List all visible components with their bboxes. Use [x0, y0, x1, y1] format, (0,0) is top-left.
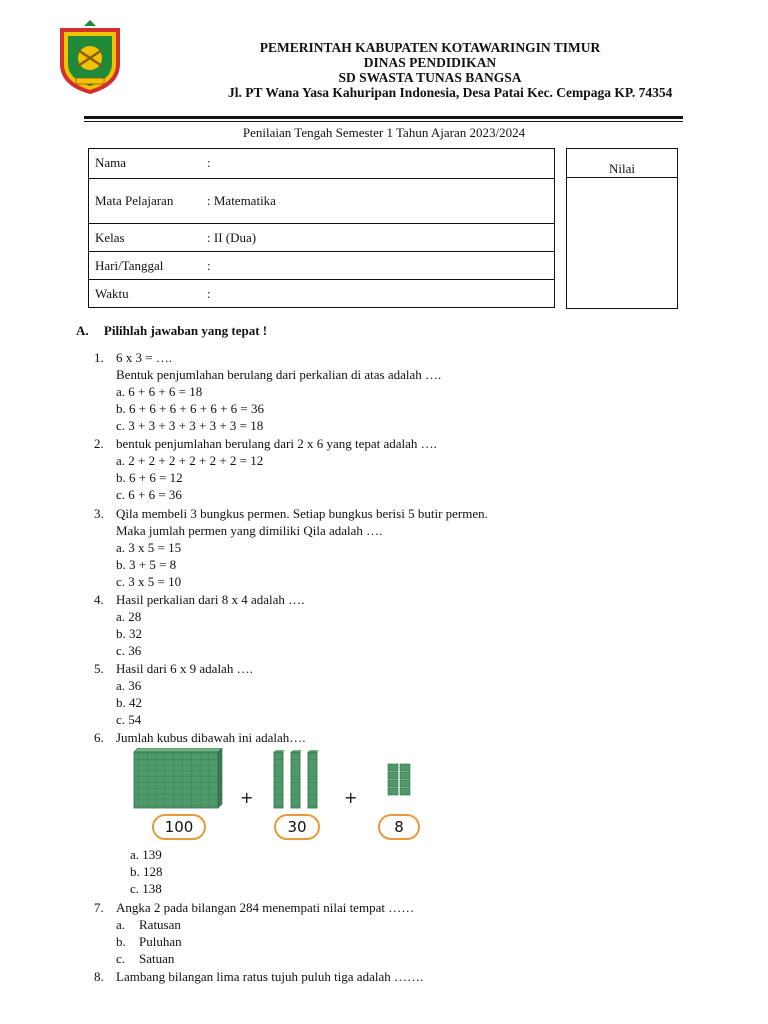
letterhead-line-school: SD SWASTA TUNAS BANGSA — [338, 70, 522, 85]
score-box — [566, 148, 678, 309]
option-b[interactable]: Puluhan — [139, 934, 182, 949]
question-number: 2. — [94, 436, 104, 451]
option-c[interactable]: c. 54 — [116, 712, 142, 727]
letterhead — [160, 40, 700, 100]
kelas-value: : II (Dua) — [201, 224, 555, 252]
option-b[interactable]: b. 42 — [116, 695, 142, 710]
question-number: 7. — [94, 900, 104, 915]
student-info-table — [88, 148, 555, 308]
mapel-value: : Matematika — [201, 179, 555, 224]
section-a-title: Pilihlah jawaban yang tepat ! — [103, 323, 268, 338]
plus-sign-2: + — [344, 788, 358, 807]
question-text: Qila membeli 3 bungkus permen. Setiap bungkus berisi 5 butir permen. — [116, 506, 488, 521]
option-c[interactable]: Satuan — [139, 951, 175, 966]
question-number: 5. — [94, 661, 104, 676]
waktu-field[interactable]: : — [201, 280, 555, 308]
district-emblem-logo — [54, 20, 126, 94]
option-b[interactable]: b. 128 — [130, 864, 163, 879]
letterhead-rule-thick — [84, 116, 683, 119]
question-number: 4. — [94, 592, 104, 607]
option-a[interactable]: a. 6 + 6 + 6 = 18 — [116, 384, 203, 399]
question-text-line2: Bentuk penjumlahan berulang dari perkalian di atas adalah …. — [116, 367, 442, 382]
option-b[interactable]: b. 3 + 5 = 8 — [116, 557, 177, 572]
letterhead-line-agency: DINAS PENDIDIKAN — [363, 55, 497, 70]
option-c[interactable]: c. 3 x 5 = 10 — [116, 574, 182, 589]
question-text: Angka 2 pada bilangan 284 menempati nilai tempat …… — [116, 900, 415, 915]
plus-sign-1: + — [240, 788, 254, 807]
option-a[interactable]: Ratusan — [139, 917, 181, 932]
question-text: Jumlah kubus dibawah ini adalah…. — [116, 730, 306, 745]
option-c[interactable]: c. 3 + 3 + 3 + 3 + 3 + 3 = 18 — [116, 418, 264, 433]
question-text: Lambang bilangan lima ratus tujuh puluh tiga adalah ……. — [116, 969, 424, 984]
option-a[interactable]: a. 3 x 5 = 15 — [116, 540, 182, 555]
section-a-heading — [76, 323, 267, 339]
score-label: Nilai — [567, 149, 677, 178]
option-a[interactable]: a. 36 — [116, 678, 142, 693]
option-c[interactable]: c. 36 — [116, 643, 142, 658]
question-number: 8. — [94, 969, 104, 984]
question-number: 6. — [94, 730, 104, 745]
base-ten-blocks-icon — [130, 748, 430, 812]
question-text: Hasil dari 6 x 9 adalah …. — [116, 661, 253, 676]
letterhead-rule-thin — [84, 121, 683, 122]
value-badge-ones: 8 — [378, 814, 420, 840]
section-a-label: A. — [76, 323, 89, 338]
option-c[interactable]: c. 138 — [130, 881, 162, 896]
value-badge-hundreds: 100 — [152, 814, 206, 840]
question-number: 3. — [94, 506, 104, 521]
nama-label: Nama — [89, 149, 202, 179]
letterhead-address: Jl. PT Wana Yasa Kahuripan Indonesia, Desa Patai Kec. Cempaga KP. 74354 — [228, 85, 673, 100]
score-field[interactable] — [567, 178, 677, 308]
nama-field[interactable]: : — [201, 149, 555, 179]
option-b[interactable]: b. 6 + 6 + 6 + 6 + 6 + 6 = 36 — [116, 401, 264, 416]
question-text-line2: Maka jumlah permen yang dimiliki Qila adalah …. — [116, 523, 383, 538]
option-a-letter: a. — [116, 917, 126, 932]
hari-label: Hari/Tanggal — [89, 252, 202, 280]
base-ten-blocks-figure — [130, 748, 430, 843]
value-badge-tens: 30 — [274, 814, 320, 840]
hari-field[interactable]: : — [201, 252, 555, 280]
option-a[interactable]: a. 139 — [130, 847, 162, 862]
option-b-letter: b. — [116, 934, 126, 949]
option-a[interactable]: a. 28 — [116, 609, 142, 624]
exam-title: Penilaian Tengah Semester 1 Tahun Ajaran 2023/2024 — [242, 125, 526, 140]
waktu-label: Waktu — [89, 280, 202, 308]
question-text: 6 x 3 = …. — [116, 350, 173, 365]
kelas-label: Kelas — [89, 224, 202, 252]
option-b[interactable]: b. 32 — [116, 626, 142, 641]
question-text: bentuk penjumlahan berulang dari 2 x 6 yang tepat adalah …. — [116, 436, 437, 451]
option-c[interactable]: c. 6 + 6 = 36 — [116, 487, 182, 502]
question-number: 1. — [94, 350, 104, 365]
letterhead-line-government: PEMERINTAH KABUPATEN KOTAWARINGIN TIMUR — [259, 40, 601, 55]
mapel-label: Mata Pelajaran — [89, 179, 202, 224]
option-b[interactable]: b. 6 + 6 = 12 — [116, 470, 183, 485]
question-text: Hasil perkalian dari 8 x 4 adalah …. — [116, 592, 305, 607]
option-a[interactable]: a. 2 + 2 + 2 + 2 + 2 + 2 = 12 — [116, 453, 264, 468]
option-c-letter: c. — [116, 951, 126, 966]
